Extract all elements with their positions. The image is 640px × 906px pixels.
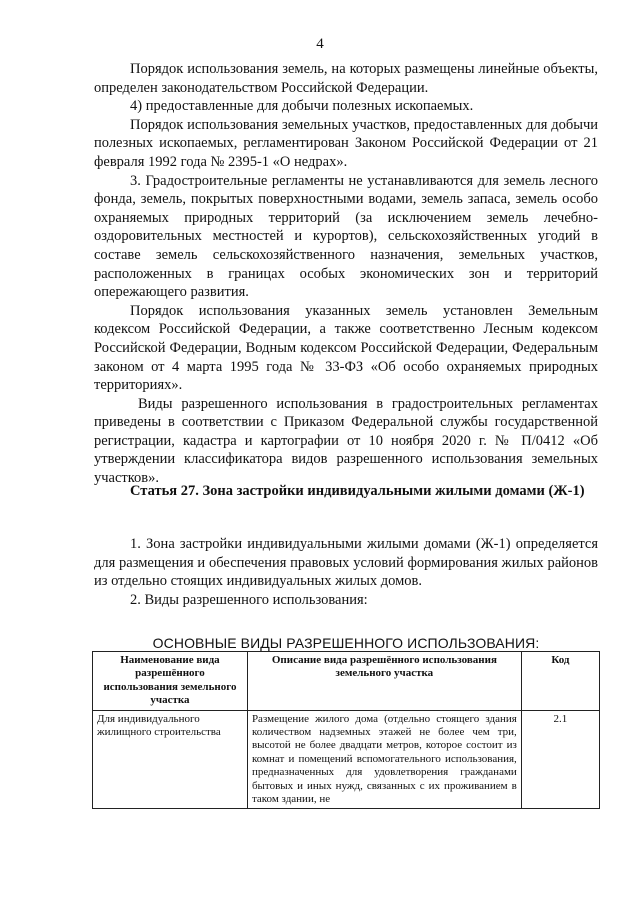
cell-name: Для индивидуального жилищного строительства <box>93 710 248 809</box>
paragraph: Порядок использования земель, на которых размещены линейные объекты, определен законодательством Российской Федерации. <box>94 61 598 96</box>
paragraph: 4) предоставленные для добычи полезных ископаемых. <box>130 98 474 115</box>
paragraph: 2. Виды разрешенного использования: <box>130 591 368 608</box>
paragraph: 1. Зона застройки индивидуальными жилыми домами (Ж-1) определяется для размещения и обеспечения правовых условий формирования жилых районов из отдельно стоящих индивидуальных жилых домов. <box>94 536 598 590</box>
article-body <box>94 535 598 609</box>
paragraph: Порядок использования указанных земель установлен Земельным кодексом Российской Федерации, а также соответственно Лесным кодексом Российской Федерации, Водным кодексом Российской Федерации, Федеральным законом от 4 марта 1995 года № 33-ФЗ «Об особо охраняемых природных территориях». <box>94 302 598 394</box>
table-header-row <box>93 652 600 711</box>
paragraph: Виды разрешенного использования в градостроительных регламентах приведены в соответствии с Приказом Федеральной службы государственной регистрации, кадастра и картографии от 10 ноября 2020 г. № П/0412 «Об утверждении классификатора видов разрешенного использования земельных участков». <box>94 395 598 487</box>
paragraph: Порядок использования земельных участков, предоставленных для добычи полезных ископаемых, регламентирован Законом Российской Федерации от 21 февраля 1992 года № 2395-1 «О недрах». <box>94 116 598 170</box>
column-header-name: Наименование вида разрешённого использования земельного участка <box>93 652 248 711</box>
paragraph: 3. Градостроительные регламенты не устанавливаются для земель лесного фонда, земель, покрытых поверхностными водами, земель запаса, земель особо охраняемых природных территорий (за исключением земель лечебно-оздоровительных местностей и курортов), сельскохозяйственных угодий в составе земель сельскохозяйственного назначения, земельных участков, расположенных в границах особых экономических зон и территорий опережающего развития. <box>94 172 598 301</box>
cell-description: Размещение жилого дома (отдельно стоящего здания количеством надземных этажей не более чем три, высотой не более двадцати метров, которое состоит из комнат и помещений вспомогательного использования, предназначенных для удовлетворения гражданами бытовых и иных нужд, связанных с их проживанием в таком здании, не <box>247 710 521 809</box>
column-header-description: Описание вида разрешённого использования земельного участка <box>247 652 521 711</box>
table-title: ОСНОВНЫЕ ВИДЫ РАЗРЕШЕННОГО ИСПОЛЬЗОВАНИЯ: <box>152 635 540 651</box>
column-header-code: Код <box>521 652 599 711</box>
land-use-table <box>92 651 600 809</box>
table-row <box>93 710 600 809</box>
body-text <box>94 60 598 488</box>
article-heading: Статья 27. Зона застройки индивидуальными жилыми домами (Ж-1) <box>130 483 585 499</box>
page-number: 4 <box>316 36 324 52</box>
cell-code: 2.1 <box>521 710 599 809</box>
